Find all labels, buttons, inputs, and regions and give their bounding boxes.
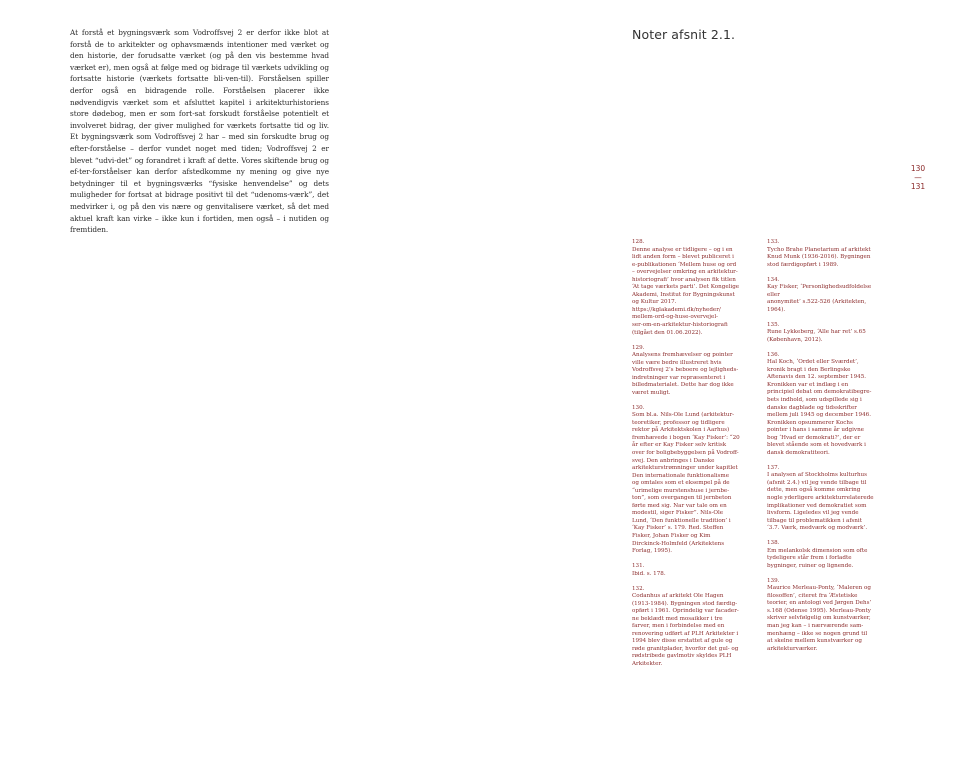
footnote-number: 139. <box>767 577 780 584</box>
footnote <box>767 239 885 269</box>
footnote-number: 134. <box>767 276 780 283</box>
notes-column-right <box>767 239 885 661</box>
footnote-number: 133. <box>767 239 780 245</box>
page-number-right: 131 <box>910 181 926 191</box>
footnote <box>632 345 750 398</box>
footnote-text: Ibid. s. 178. <box>632 570 666 577</box>
footnote-number: 137. <box>767 464 780 471</box>
footnote-number: 132. <box>632 585 645 592</box>
footnote-number: 131. <box>632 563 645 570</box>
footnote-text: Kay Fisker, ‘Personlighedsudfoldelse eller anonymitet’ s.522-526 (Arkitekten, 1964). <box>767 284 872 313</box>
footnote-number: 129. <box>632 344 645 351</box>
footnote <box>767 277 885 315</box>
footnote-text: Codanhus af arkitekt Ole Hagen (1913-1984). Bygningen stod færdig- opført i 1961. Oprindelig var facader- ne beklædt med mosaikker i tre farver, men i forbindelse med en renovering udført af PLH Arkitekter i 1994 blev disse erstattet af gule og røde granitplader, hvorfor det gul- og rødstribede gavlmotiv skyldes PLH Arkitekter. <box>632 593 739 667</box>
footnote-number: 136. <box>767 351 780 358</box>
footnote <box>632 239 750 337</box>
notes-column-left <box>632 239 750 676</box>
body-paragraph: At forstå et bygningsværk som Vodroffsvej 2 er derfor ikke blot at forstå de to arkitekter og ophavsmænds intentioner med værket og den historie, der forudsatte værket (og på den vis bestemme hvad værket er), men også at følge med og bidrage til værkets udvikling og fortsatte historie (værkets fortsatte bli-ven-til). Forståelsen spiller derfor også en bidragende rolle. Forståelsen placerer ikke nødvendigvis værket som et afsluttet kapitel i arkitekturhistoriens store dødebog, men er som fort-sat forskudt forståelse potentielt et involveret bidrag, der giver mulighed for værkets fortsatte tid og liv. Et bygningsværk som Vodroffsvej 2 har – med sin forskudte brug og efter-forståelse – derfor vundet noget med tiden; Vodroffsvej 2 er blevet “udvi-det” og forandret i kraft af dette. Vores skiftende brug og ef-ter-forståelser kan derfor afstedkomme ny mening og give nye betydninger til et bygningsværks “fysiske henvendelse” og dets muligheder for fortsat at bidrage positivt til det “udenoms-værk”, det medvirker i, og på den vis nære og genvitalisere værket, så det med aktuel kraft kan virke – ikke kun i fortiden, men også – i nutiden og fremtiden. <box>70 28 329 235</box>
footnote-number: 128. <box>632 239 645 245</box>
footnote-text: Hal Koch, ‘Ordet eller Sværdet’, kronik bragt i den Berlingske Aftenavis den 12. september 1945. Kronikken var et indlæg i en principiel debat om demokratibegre- bets indhold, som udspillede sig i danske dagblade og tidsskrifter mellem juli 1945 og december 1946. Kronikken opsummerer Kochs pointer i hans i samme år udgivne bog ‘Hvad er demokrati?’, der er blevet stående som et hovedværk i dansk demokratiteori. <box>767 359 872 456</box>
footnote-text: I analysen af Stockholms kulturhus (afsnit 2.4.) vil jeg vende tilbage til dette, men også komme omkring nogle yderligere arkitekturrelaterede implikationer ved demokratiet som livsform. Ligeledes vil jeg vende tilbage til problematikken i afsnit ‘3.7. Værk, medværk og modværk’. <box>767 472 874 532</box>
page-numbers <box>907 165 929 191</box>
footnote-text: Em melankolsk dimension som ofte tydeligere står frem i forladte bygninger, ruiner og lignende. <box>767 547 868 569</box>
footnote-text: Som bl.a. Nils-Ole Lund (arkitektur- teoretiker, professor og tidligere rektor på Arkitektskolen i Aarhus) fremhævede i bogen ‘Kay Fisker’: “20 år efter er Kay Fisker selv kritisk over for boligbebyggelsen på Vodroff- svej. Den anbringes i Danske arkitekturstrømninger under kapitlet Den internationale funktionalisme og omtales som et eksempel på de “urimelige murstenshuse i jernbe- ton”, som overgangen til jernbeton førte med sig. Nar var tale om en modestil, siger Fisker”. Nils-Ole Lund, ‘Den funktionelle tradition’ i ‘Kay Fisker’ s. 179. Red. Steffen Fisker, Johan Fisker og Kim Dirckinck-Holmfeld (Arkitektens Forlag, 1995). <box>632 412 740 555</box>
footnote-text: Analysens fremhævelser og pointer ville være bedre illustreret hvis Vodroffsvej 2’s beboere og lejligheds- indretninger var repræsenteret i billedmaterialet. Dette har dog ikke været muligt. <box>632 352 739 396</box>
footnote-text: Rune Lykkeberg, ‘Alle har ret’ s.65 (København, 2012). <box>767 329 866 343</box>
footnote <box>632 586 750 669</box>
right-page <box>480 0 960 761</box>
notes-title: Noter afsnit 2.1. <box>632 27 736 42</box>
footnote <box>767 352 885 458</box>
footnote-text: Tycho Brahe Planetarium af arkitekt Knud Munk (1936-2016). Bygningen stod færdigopført i 1989. <box>767 246 871 268</box>
footnote-number: 130. <box>632 404 645 411</box>
footnote <box>767 322 885 345</box>
footnote-text: Maurice Merleau-Ponty, ‘Maleren og filosoffen’, citeret fra ‘Æstetiske teorier, en antologi ved Jørgen Dehs’ s.168 (Odense 1995). Merleau-Ponty skriver selvfølgelig om kunstværker, man jeg kan – i nærværende sam- menhæng – ikke se nogen grund til at skelne mellem kunstværker og arkitekturværker. <box>767 585 872 652</box>
page-number-left: 130 <box>910 164 926 173</box>
footnote-text: Denne analyse er tidligere – og i en lidt anden form – blevet publiceret i e-publikationen ‘Mellem huse og ord – overvejelser omkring en arkitektur- historiografi’ hvor analysen fik titlen ‘At tage værkets parti’. Det Kongelige Akademi, Institut for Bygningskunst og Kultur 2017. https://kglakademi.dk/nyheder/ mellem-ord-og-huse-overvejel- ser-om-en-arkitektur-historiografi (tilgået den 01.06.2022). <box>632 246 740 336</box>
footnote-number: 135. <box>767 321 780 328</box>
page-number-dash: — <box>914 172 922 182</box>
footnote <box>767 465 885 533</box>
footnote <box>767 578 885 653</box>
footnote-number: 138. <box>767 540 780 547</box>
footnote <box>632 563 750 578</box>
footnote <box>632 405 750 556</box>
footnote <box>767 540 885 570</box>
